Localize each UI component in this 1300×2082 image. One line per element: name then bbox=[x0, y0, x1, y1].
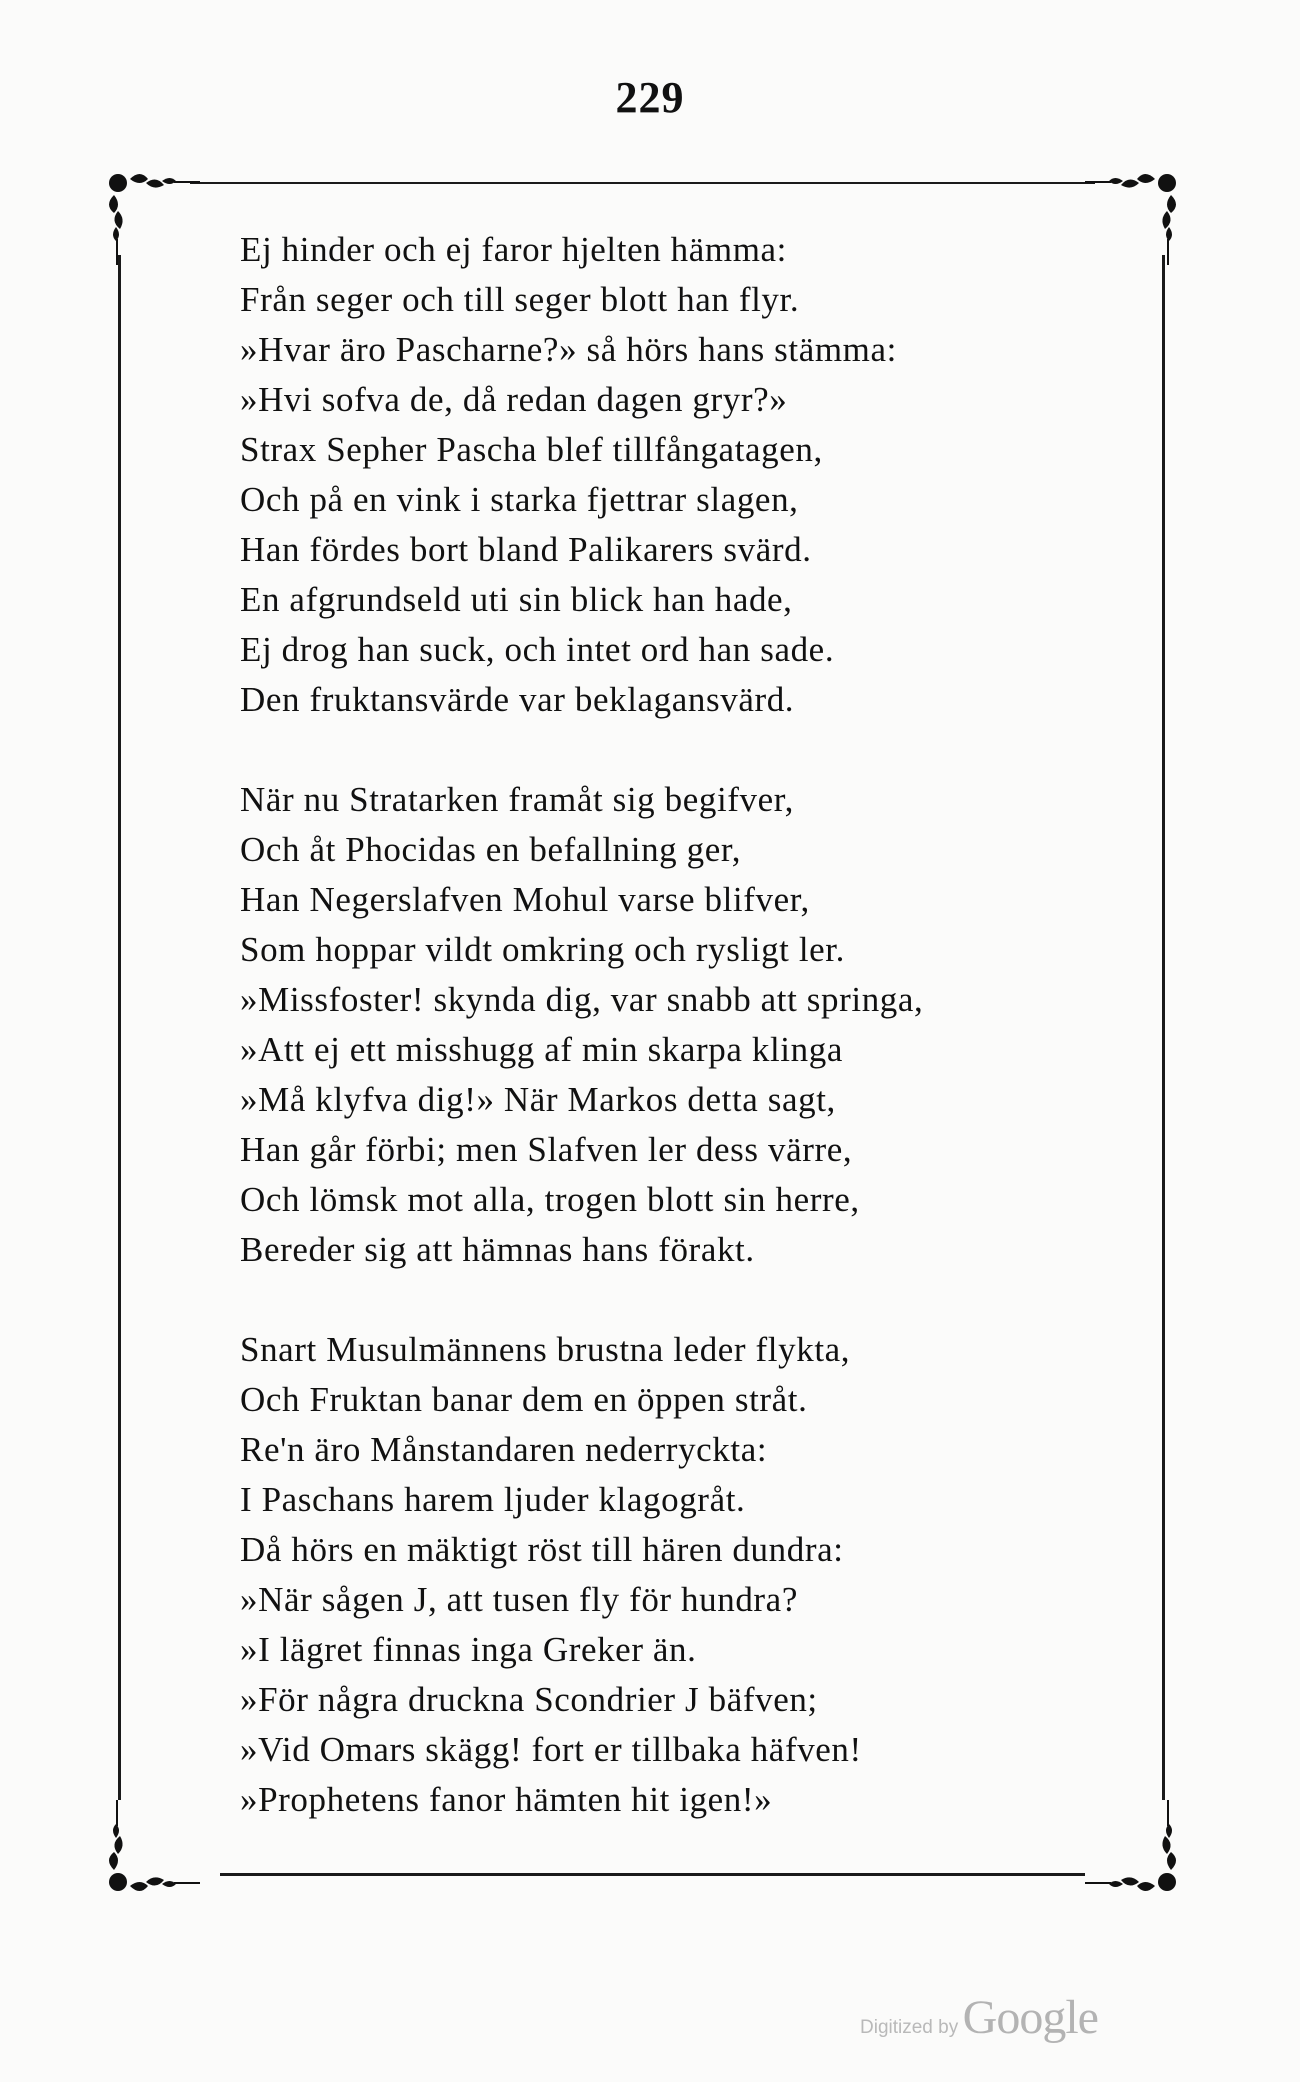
poem-line: Re'n äro Månstandaren nederryckta: bbox=[240, 1430, 768, 1469]
poem-line: Och lömsk mot alla, trogen blott sin herre, bbox=[240, 1180, 860, 1219]
poem-line: När nu Stratarken framåt sig begifver, bbox=[240, 780, 794, 819]
watermark-prefix: Digitized by bbox=[860, 2017, 959, 2038]
poem-line: I Paschans harem ljuder klagogråt. bbox=[240, 1480, 746, 1519]
poem-line: »Att ej ett misshugg af min skarpa klinga bbox=[240, 1030, 843, 1069]
poem-line: »För några druckna Scondrier J bäfven; bbox=[240, 1680, 818, 1719]
poem-line: Då hörs en mäktigt röst till hären dundra: bbox=[240, 1530, 844, 1569]
poem-line: En afgrundseld uti sin blick han hade, bbox=[240, 580, 793, 619]
poem-line: Han går förbi; men Slafven ler dess värre, bbox=[240, 1130, 853, 1169]
poem-line: Han fördes bort bland Palikarers svärd. bbox=[240, 530, 812, 569]
border-left-line bbox=[118, 255, 121, 1800]
poem-line: »Må klyfva dig!» När Markos detta sagt, bbox=[240, 1080, 836, 1119]
poem-line: Och åt Phocidas en befallning ger, bbox=[240, 830, 742, 869]
poem-line: »Hvi sofva de, då redan dagen gryr?» bbox=[240, 380, 788, 419]
poem-line: Bereder sig att hämnas hans förakt. bbox=[240, 1230, 755, 1269]
poem-line: Ej drog han suck, och intet ord han sade. bbox=[240, 630, 835, 669]
border-top-line bbox=[190, 182, 1095, 184]
poem-line: »När sågen J, att tusen fly för hundra? bbox=[240, 1580, 798, 1619]
poem-line: Och Fruktan banar dem en öppen stråt. bbox=[240, 1380, 808, 1419]
corner-ornament-icon bbox=[100, 1790, 220, 1900]
poem-line: Strax Sepher Pascha blef tillfångatagen, bbox=[240, 430, 823, 469]
poem-line: Som hoppar vildt omkring och rysligt ler. bbox=[240, 930, 845, 969]
poem-line: Den fruktansvärde var beklagansvärd. bbox=[240, 680, 795, 719]
poem-line: »I lägret finnas inga Greker än. bbox=[240, 1630, 697, 1669]
google-logo: Google bbox=[962, 1991, 1098, 2044]
poem-line: »Missfoster! skynda dig, var snabb att springa, bbox=[240, 980, 924, 1019]
digitization-watermark bbox=[860, 1990, 1098, 2045]
poem-line: »Hvar äro Pascharne?» så hörs hans stämma: bbox=[240, 330, 897, 369]
poem-line: »Prophetens fanor hämten hit igen!» bbox=[240, 1780, 773, 1819]
stanza bbox=[240, 1325, 1120, 1825]
page-number: 229 bbox=[615, 73, 685, 122]
poem-line: Och på en vink i starka fjettrar slagen, bbox=[240, 480, 799, 519]
poem-line: »Vid Omars skägg! fort er tillbaka häfven! bbox=[240, 1730, 862, 1769]
poem-line: Från seger och till seger blott han flyr. bbox=[240, 280, 800, 319]
border-right-line bbox=[1162, 255, 1165, 1800]
poem-text bbox=[240, 225, 1120, 1875]
poem-line: Han Negerslafven Mohul varse blifver, bbox=[240, 880, 810, 919]
corner-ornament-icon bbox=[100, 165, 220, 275]
stanza bbox=[240, 775, 1120, 1275]
poem-line: Snart Musulmännens brustna leder flykta, bbox=[240, 1330, 851, 1369]
stanza bbox=[240, 225, 1120, 725]
poem-line: Ej hinder och ej faror hjelten hämma: bbox=[240, 230, 787, 269]
